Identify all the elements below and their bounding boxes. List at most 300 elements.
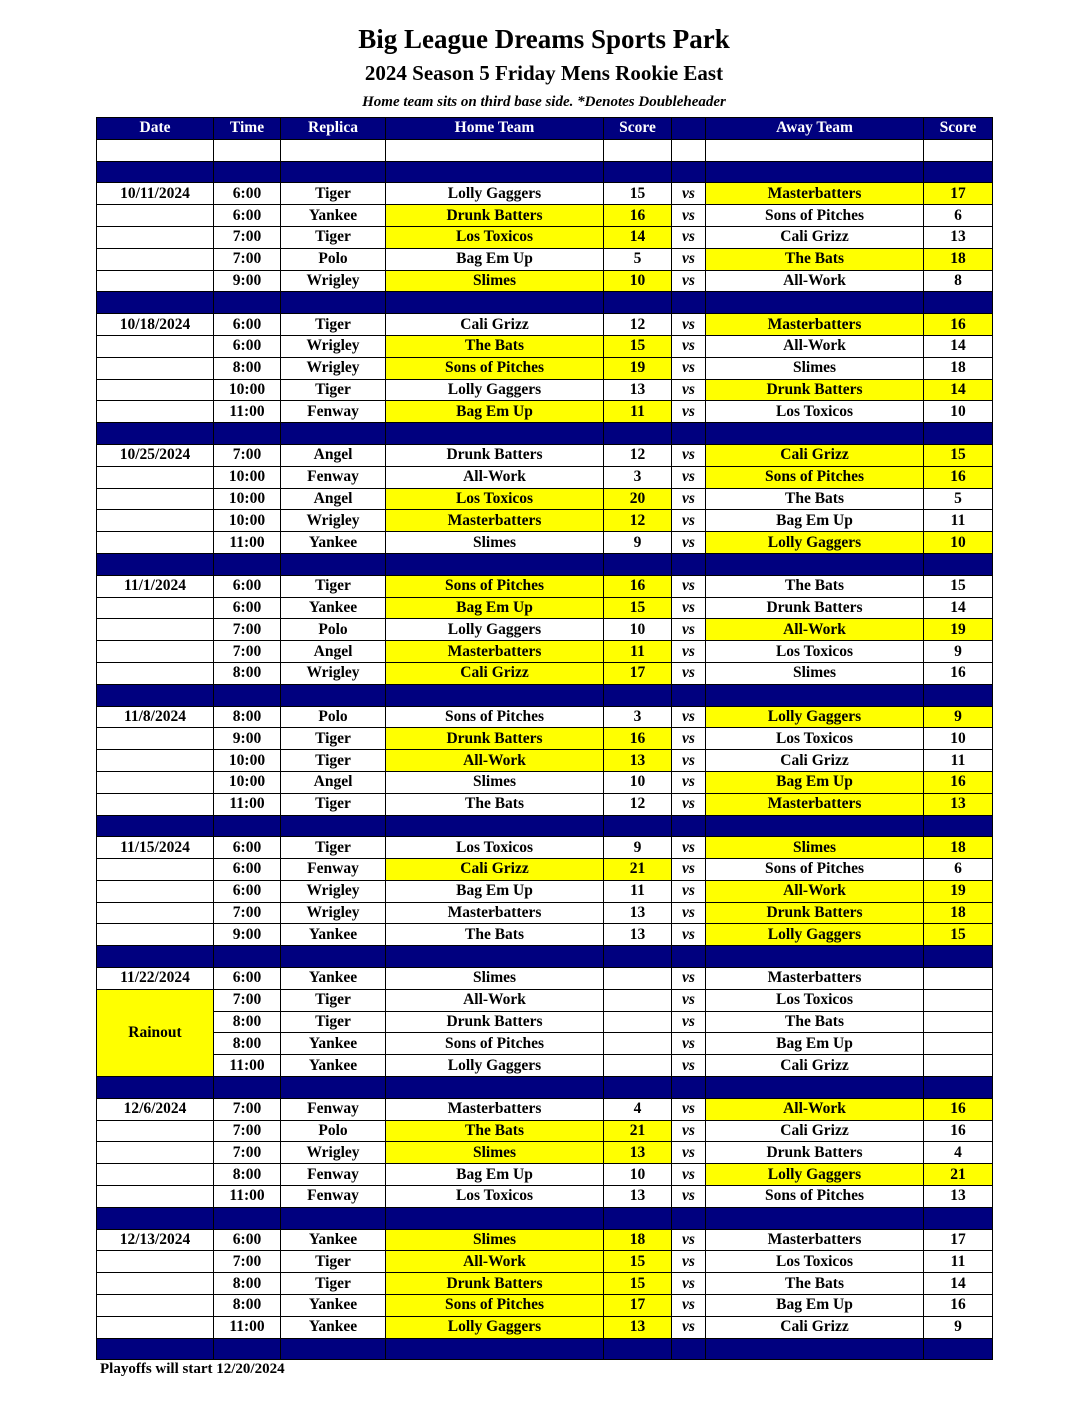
home-score-cell: 13	[604, 1142, 672, 1164]
time-cell: 7:00	[214, 619, 281, 641]
vs-cell: vs	[672, 248, 706, 270]
time-cell: 11:00	[214, 1316, 281, 1338]
replica-cell: Wrigley	[281, 902, 386, 924]
vs-cell: vs	[672, 575, 706, 597]
home-score-cell: 10	[604, 771, 672, 793]
home-score-cell: 11	[604, 641, 672, 663]
away-score-cell: 13	[924, 1186, 993, 1208]
time-cell: 7:00	[214, 641, 281, 663]
game-row	[97, 771, 993, 793]
separator-cell	[214, 553, 281, 575]
home-team-cell: Slimes	[386, 771, 604, 793]
separator-cell	[672, 946, 706, 968]
home-score-cell: 17	[604, 1295, 672, 1317]
date-cell-empty	[97, 1186, 214, 1208]
home-score-cell: 13	[604, 902, 672, 924]
time-cell: 6:00	[214, 314, 281, 336]
separator-cell	[281, 1338, 386, 1360]
vs-cell: vs	[672, 880, 706, 902]
away-score-cell: 18	[924, 902, 993, 924]
separator-cell	[97, 1077, 214, 1099]
separator-cell	[214, 1077, 281, 1099]
vs-cell: vs	[672, 1120, 706, 1142]
away-score-cell: 10	[924, 728, 993, 750]
game-row	[97, 1273, 993, 1295]
away-team-cell: Masterbatters	[706, 1229, 924, 1251]
replica-cell: Tiger	[281, 379, 386, 401]
time-cell: 7:00	[214, 1120, 281, 1142]
away-team-cell: All-Work	[706, 619, 924, 641]
date-cell-empty	[97, 728, 214, 750]
home-team-cell: The Bats	[386, 793, 604, 815]
replica-cell: Tiger	[281, 837, 386, 859]
home-team-cell: All-Work	[386, 466, 604, 488]
vs-cell: vs	[672, 1142, 706, 1164]
separator-cell	[706, 815, 924, 837]
time-cell: 11:00	[214, 1186, 281, 1208]
away-team-cell: Sons of Pitches	[706, 859, 924, 881]
vs-cell: vs	[672, 837, 706, 859]
separator-cell	[281, 815, 386, 837]
away-score-cell	[924, 1033, 993, 1055]
game-row	[97, 793, 993, 815]
away-score-cell: 13	[924, 793, 993, 815]
separator-cell	[281, 1207, 386, 1229]
home-score-cell: 19	[604, 357, 672, 379]
separator-cell	[706, 423, 924, 445]
home-score-cell: 17	[604, 662, 672, 684]
separator-cell	[97, 684, 214, 706]
separator-cell	[97, 292, 214, 314]
blank-cell	[604, 139, 672, 161]
separator-cell	[386, 815, 604, 837]
game-row	[97, 597, 993, 619]
home-team-cell: All-Work	[386, 1251, 604, 1273]
home-score-cell: 12	[604, 444, 672, 466]
home-team-cell: Lolly Gaggers	[386, 1055, 604, 1077]
away-team-cell: Los Toxicos	[706, 989, 924, 1011]
away-team-cell: Los Toxicos	[706, 728, 924, 750]
game-row	[97, 532, 993, 554]
separator-cell	[281, 423, 386, 445]
game-row	[97, 1251, 993, 1273]
vs-cell: vs	[672, 1273, 706, 1295]
home-score-cell: 14	[604, 226, 672, 248]
game-row	[97, 880, 993, 902]
home-score-cell: 13	[604, 1186, 672, 1208]
home-score-cell: 15	[604, 183, 672, 205]
date-cell-empty	[97, 793, 214, 815]
vs-cell: vs	[672, 314, 706, 336]
time-cell: 7:00	[214, 248, 281, 270]
replica-cell: Wrigley	[281, 662, 386, 684]
date-cell: 11/1/2024	[97, 575, 214, 597]
away-team-cell: Slimes	[706, 837, 924, 859]
away-score-cell: 11	[924, 750, 993, 772]
separator-cell	[97, 946, 214, 968]
away-score-cell: 10	[924, 532, 993, 554]
week-separator-row	[97, 292, 993, 314]
replica-cell: Yankee	[281, 968, 386, 990]
vs-cell: vs	[672, 706, 706, 728]
replica-cell: Fenway	[281, 1164, 386, 1186]
away-team-cell: Bag Em Up	[706, 1295, 924, 1317]
time-cell: 8:00	[214, 662, 281, 684]
date-cell: 11/22/2024	[97, 968, 214, 990]
home-team-cell: Los Toxicos	[386, 837, 604, 859]
replica-cell: Yankee	[281, 1295, 386, 1317]
date-cell-empty	[97, 750, 214, 772]
away-score-cell: 16	[924, 1295, 993, 1317]
home-team-cell: Sons of Pitches	[386, 575, 604, 597]
game-row	[97, 335, 993, 357]
away-team-cell: All-Work	[706, 270, 924, 292]
home-score-cell: 3	[604, 706, 672, 728]
vs-cell: vs	[672, 488, 706, 510]
away-score-cell: 14	[924, 1273, 993, 1295]
game-row	[97, 205, 993, 227]
home-team-cell: Slimes	[386, 532, 604, 554]
game-row	[97, 510, 993, 532]
vs-cell: vs	[672, 662, 706, 684]
separator-cell	[924, 423, 993, 445]
game-row	[97, 1164, 993, 1186]
home-team-cell: Slimes	[386, 1142, 604, 1164]
home-score-cell: 13	[604, 924, 672, 946]
away-team-cell: Los Toxicos	[706, 401, 924, 423]
game-row	[97, 1229, 993, 1251]
time-cell: 7:00	[214, 989, 281, 1011]
game-row	[97, 619, 993, 641]
replica-cell: Angel	[281, 488, 386, 510]
separator-cell	[386, 684, 604, 706]
game-row	[97, 226, 993, 248]
away-score-cell	[924, 968, 993, 990]
time-cell: 8:00	[214, 357, 281, 379]
date-cell-empty	[97, 532, 214, 554]
time-cell: 7:00	[214, 1251, 281, 1273]
separator-cell	[386, 161, 604, 183]
replica-cell: Wrigley	[281, 880, 386, 902]
week-separator-row	[97, 1077, 993, 1099]
separator-cell	[386, 1338, 604, 1360]
date-cell: 12/13/2024	[97, 1229, 214, 1251]
date-cell-empty	[97, 1120, 214, 1142]
separator-cell	[706, 1338, 924, 1360]
replica-cell: Fenway	[281, 1186, 386, 1208]
home-score-cell: 15	[604, 597, 672, 619]
away-team-cell: Bag Em Up	[706, 771, 924, 793]
time-cell: 10:00	[214, 750, 281, 772]
away-team-cell: Cali Grizz	[706, 1316, 924, 1338]
home-team-cell: Bag Em Up	[386, 880, 604, 902]
home-team-cell: Slimes	[386, 1229, 604, 1251]
home-score-cell: 9	[604, 837, 672, 859]
home-score-cell: 13	[604, 379, 672, 401]
game-row	[97, 662, 993, 684]
away-team-cell: Lolly Gaggers	[706, 706, 924, 728]
vs-cell: vs	[672, 205, 706, 227]
date-cell: 11/8/2024	[97, 706, 214, 728]
away-team-cell: Los Toxicos	[706, 641, 924, 663]
away-score-cell: 16	[924, 1098, 993, 1120]
separator-cell	[604, 946, 672, 968]
game-row	[97, 1295, 993, 1317]
separator-cell	[386, 1077, 604, 1099]
home-score-cell: 16	[604, 728, 672, 750]
home-team-cell: Drunk Batters	[386, 728, 604, 750]
week-separator-row	[97, 815, 993, 837]
replica-cell: Wrigley	[281, 357, 386, 379]
vs-cell: vs	[672, 989, 706, 1011]
away-score-cell: 19	[924, 619, 993, 641]
away-team-cell: Los Toxicos	[706, 1251, 924, 1273]
schedule-body	[97, 139, 993, 1360]
away-score-cell: 16	[924, 771, 993, 793]
separator-cell	[214, 815, 281, 837]
date-cell: 10/18/2024	[97, 314, 214, 336]
away-team-cell: Sons of Pitches	[706, 205, 924, 227]
home-score-cell: 16	[604, 575, 672, 597]
separator-cell	[281, 1077, 386, 1099]
replica-cell: Yankee	[281, 532, 386, 554]
date-cell-empty	[97, 619, 214, 641]
separator-cell	[214, 423, 281, 445]
vs-cell: vs	[672, 641, 706, 663]
game-row	[97, 924, 993, 946]
page-subtitle: 2024 Season 5 Friday Mens Rookie East	[364, 61, 724, 85]
game-row	[97, 837, 993, 859]
vs-cell: vs	[672, 1098, 706, 1120]
date-cell: 12/6/2024	[97, 1098, 214, 1120]
date-cell-empty	[97, 357, 214, 379]
separator-cell	[214, 1338, 281, 1360]
separator-cell	[386, 553, 604, 575]
away-team-cell: Cali Grizz	[706, 750, 924, 772]
home-team-cell: Sons of Pitches	[386, 357, 604, 379]
away-team-cell: Masterbatters	[706, 793, 924, 815]
separator-cell	[604, 423, 672, 445]
away-team-cell: Drunk Batters	[706, 379, 924, 401]
separator-cell	[386, 946, 604, 968]
away-score-cell: 15	[924, 575, 993, 597]
date-cell-empty	[97, 880, 214, 902]
separator-cell	[281, 946, 386, 968]
separator-cell	[281, 684, 386, 706]
home-score-cell	[604, 1011, 672, 1033]
away-team-cell: Drunk Batters	[706, 1142, 924, 1164]
home-score-cell	[604, 1055, 672, 1077]
replica-cell: Tiger	[281, 793, 386, 815]
date-cell-empty	[97, 641, 214, 663]
time-cell: 6:00	[214, 205, 281, 227]
game-row	[97, 1316, 993, 1338]
separator-cell	[214, 1207, 281, 1229]
home-team-cell: Drunk Batters	[386, 1011, 604, 1033]
away-team-cell: The Bats	[706, 488, 924, 510]
col-header-vs	[672, 118, 706, 140]
time-cell: 7:00	[214, 902, 281, 924]
date-cell-empty	[97, 248, 214, 270]
away-score-cell	[924, 1055, 993, 1077]
home-team-cell: Drunk Batters	[386, 205, 604, 227]
home-team-cell: Masterbatters	[386, 510, 604, 532]
vs-cell: vs	[672, 597, 706, 619]
away-score-cell: 15	[924, 444, 993, 466]
separator-cell	[924, 684, 993, 706]
home-score-cell: 21	[604, 859, 672, 881]
vs-cell: vs	[672, 859, 706, 881]
replica-cell: Yankee	[281, 924, 386, 946]
away-score-cell: 13	[924, 226, 993, 248]
time-cell: 8:00	[214, 1164, 281, 1186]
separator-cell	[706, 1207, 924, 1229]
game-row	[97, 1033, 993, 1055]
separator-cell	[604, 553, 672, 575]
separator-cell	[706, 946, 924, 968]
home-score-cell: 13	[604, 750, 672, 772]
separator-cell	[924, 946, 993, 968]
vs-cell: vs	[672, 750, 706, 772]
home-team-cell: Masterbatters	[386, 641, 604, 663]
date-cell-empty	[97, 335, 214, 357]
away-team-cell: Lolly Gaggers	[706, 532, 924, 554]
separator-cell	[672, 1338, 706, 1360]
vs-cell: vs	[672, 270, 706, 292]
date-cell-empty	[97, 1164, 214, 1186]
game-row	[97, 1098, 993, 1120]
game-row	[97, 401, 993, 423]
away-score-cell	[924, 989, 993, 1011]
replica-cell: Tiger	[281, 989, 386, 1011]
away-score-cell: 6	[924, 205, 993, 227]
home-team-cell: All-Work	[386, 989, 604, 1011]
game-row	[97, 706, 993, 728]
away-team-cell: Drunk Batters	[706, 597, 924, 619]
separator-cell	[604, 1077, 672, 1099]
away-score-cell: 9	[924, 1316, 993, 1338]
replica-cell: Tiger	[281, 1011, 386, 1033]
replica-cell: Yankee	[281, 1055, 386, 1077]
game-row	[97, 902, 993, 924]
home-score-cell: 11	[604, 880, 672, 902]
separator-cell	[386, 292, 604, 314]
away-team-cell: Sons of Pitches	[706, 1186, 924, 1208]
date-cell-empty	[97, 510, 214, 532]
separator-cell	[604, 1207, 672, 1229]
replica-cell: Tiger	[281, 1251, 386, 1273]
replica-cell: Angel	[281, 444, 386, 466]
away-team-cell: The Bats	[706, 248, 924, 270]
week-separator-row	[97, 946, 993, 968]
home-score-cell: 11	[604, 401, 672, 423]
date-cell-empty	[97, 1251, 214, 1273]
time-cell: 6:00	[214, 880, 281, 902]
away-score-cell: 5	[924, 488, 993, 510]
time-cell: 11:00	[214, 401, 281, 423]
blank-cell	[672, 139, 706, 161]
away-team-cell: Slimes	[706, 357, 924, 379]
replica-cell: Tiger	[281, 226, 386, 248]
time-cell: 7:00	[214, 1098, 281, 1120]
vs-cell: vs	[672, 1186, 706, 1208]
vs-cell: vs	[672, 226, 706, 248]
separator-cell	[386, 423, 604, 445]
separator-cell	[924, 1207, 993, 1229]
vs-cell: vs	[672, 466, 706, 488]
separator-cell	[924, 292, 993, 314]
playoffs-note: Playoffs will start 12/20/2024	[100, 1361, 285, 1377]
date-cell-empty	[97, 488, 214, 510]
game-row	[97, 1011, 993, 1033]
vs-cell: vs	[672, 1011, 706, 1033]
time-cell: 6:00	[214, 837, 281, 859]
away-team-cell: All-Work	[706, 1098, 924, 1120]
away-team-cell: Drunk Batters	[706, 902, 924, 924]
game-row	[97, 488, 993, 510]
rainout-cell: Rainout	[97, 989, 214, 1076]
home-team-cell: Los Toxicos	[386, 1186, 604, 1208]
separator-cell	[281, 292, 386, 314]
week-separator-row	[97, 423, 993, 445]
home-team-cell: Lolly Gaggers	[386, 183, 604, 205]
time-cell: 6:00	[214, 575, 281, 597]
away-score-cell: 18	[924, 357, 993, 379]
col-header-time: Time	[214, 118, 281, 140]
vs-cell: vs	[672, 968, 706, 990]
separator-cell	[924, 1077, 993, 1099]
game-row	[97, 1120, 993, 1142]
week-separator-row	[97, 553, 993, 575]
replica-cell: Wrigley	[281, 270, 386, 292]
time-cell: 6:00	[214, 859, 281, 881]
replica-cell: Wrigley	[281, 510, 386, 532]
separator-cell	[604, 1338, 672, 1360]
home-team-cell: Cali Grizz	[386, 662, 604, 684]
game-row	[97, 270, 993, 292]
time-cell: 9:00	[214, 728, 281, 750]
week-separator-row	[97, 1207, 993, 1229]
home-score-cell: 13	[604, 1316, 672, 1338]
time-cell: 6:00	[214, 335, 281, 357]
away-team-cell: Sons of Pitches	[706, 466, 924, 488]
col-header-date: Date	[97, 118, 214, 140]
home-score-cell: 9	[604, 532, 672, 554]
time-cell: 10:00	[214, 771, 281, 793]
replica-cell: Yankee	[281, 597, 386, 619]
game-row	[97, 728, 993, 750]
vs-cell: vs	[672, 902, 706, 924]
home-team-cell: Los Toxicos	[386, 226, 604, 248]
replica-cell: Tiger	[281, 314, 386, 336]
replica-cell: Fenway	[281, 859, 386, 881]
home-score-cell: 20	[604, 488, 672, 510]
away-team-cell: The Bats	[706, 575, 924, 597]
replica-cell: Tiger	[281, 575, 386, 597]
home-team-cell: Bag Em Up	[386, 248, 604, 270]
separator-cell	[672, 1077, 706, 1099]
vs-cell: vs	[672, 619, 706, 641]
separator-cell	[214, 946, 281, 968]
home-score-cell: 21	[604, 1120, 672, 1142]
date-cell: 10/11/2024	[97, 183, 214, 205]
time-cell: 7:00	[214, 444, 281, 466]
home-team-cell: Drunk Batters	[386, 444, 604, 466]
separator-cell	[672, 292, 706, 314]
home-team-cell: Slimes	[386, 968, 604, 990]
replica-cell: Angel	[281, 771, 386, 793]
time-cell: 6:00	[214, 1229, 281, 1251]
